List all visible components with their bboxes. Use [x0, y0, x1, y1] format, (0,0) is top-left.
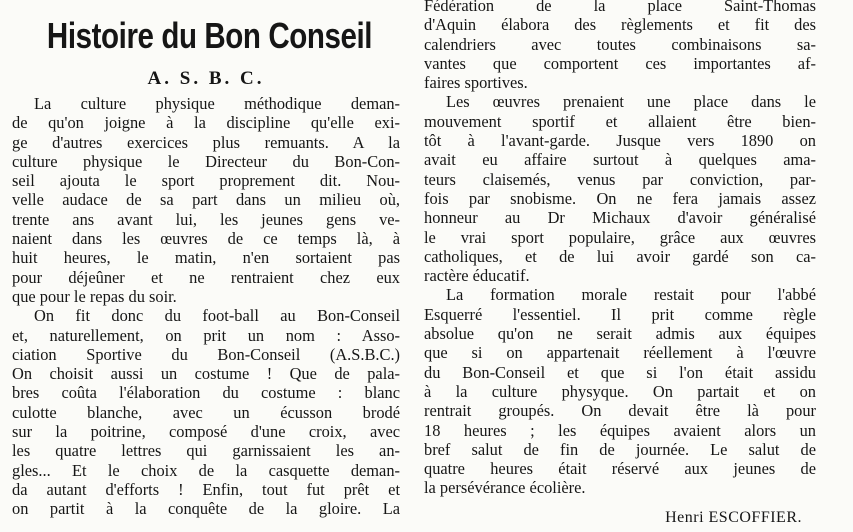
text-line: Les œuvres prenaient une place dans le	[446, 92, 816, 112]
text-line: que si on appartenait réellement à l'œuvre	[424, 343, 816, 363]
text-line: pour déjeûner et ne rentraient chez eux	[12, 267, 400, 287]
text-line: ciation Sportive du Bon-Conseil (A.S.B.C.)	[12, 344, 400, 364]
text-line: On choisit aussi un costume ! Que de pala-	[12, 364, 400, 384]
text-line: da autant d'efforts ! Enfin, tout fut prêt et	[12, 479, 400, 499]
text-line: quatre heures était réservé aux jeunes de	[424, 459, 816, 479]
text-line: calendriers avec toutes combinaisons sa-	[424, 34, 816, 54]
text-line: teurs claisemés, venus par conviction, par-	[424, 169, 816, 189]
text-line: on partit à la conquête de la gloire. La	[12, 499, 400, 519]
text-line: avait eu affaire surtout à quelques ama-	[424, 150, 816, 170]
text-line: ge d'autres exercices plus remuants. A la	[12, 132, 400, 152]
text-line: d'Aquin élabora des règlements et fit des	[424, 15, 816, 35]
text-line: culotte blanche, avec un écusson brodé	[12, 402, 400, 422]
text-line: On fit donc du foot-ball au Bon-Conseil	[34, 306, 400, 326]
text-line: tôt à l'avant-garde. Jusque vers 1890 on	[424, 131, 816, 151]
article-title: Histoire du Bon Conseil	[46, 15, 373, 56]
text-line: la persévérance écolière.	[424, 478, 586, 498]
text-line: bres coûta l'élaboration du costume : blanc	[12, 383, 400, 403]
text-line: honneur au Dr Michaux d'avoir généralisé	[424, 208, 816, 228]
text-line: faires sportives.	[424, 73, 528, 93]
text-line: catholiques, et de lui avoir gardé son ca-	[424, 246, 816, 266]
text-line: La culture physique méthodique deman-	[34, 94, 400, 113]
text-line: gles... Et le choix de la casquette deman-	[12, 460, 400, 480]
left-column-body	[12, 94, 400, 519]
text-line: mouvement sportif et allaient être bien-	[424, 111, 816, 131]
text-line: Fédération de la place Saint-Thomas	[424, 0, 816, 15]
text-line: que pour le repas du soir.	[12, 286, 177, 306]
text-line: Esquerré l'essentiel. Il prit comme règle	[424, 304, 816, 324]
text-line: trente ans avant lui, les jeunes gens ve-	[12, 209, 400, 229]
author-signature: Henri ESCOFFIER.	[665, 508, 802, 526]
text-line: velle audace de sa part dans un milieu où,	[12, 190, 400, 210]
text-line: du Bon-Conseil et que si l'on était assidu	[424, 362, 816, 382]
text-line: bref salut de fin de journée. Le salut de	[424, 439, 816, 459]
text-line: fois par snobisme. On ne fera jamais assez	[424, 188, 816, 208]
text-line: ractère éducatif.	[424, 266, 530, 286]
text-line: culture physique le Directeur du Bon-Con-	[12, 151, 400, 171]
text-line: vantes que comportent ces importantes af-	[424, 53, 816, 73]
text-line: de qu'on joigne à la discipline qu'elle exi-	[12, 113, 400, 133]
text-line: La formation morale restait pour l'abbé	[446, 285, 816, 305]
text-line: à la culture physyque. On partait et on	[424, 381, 816, 401]
right-column	[424, 0, 816, 528]
left-column	[12, 0, 400, 519]
text-line: absolue qu'on ne serait admis aux équipes	[424, 324, 816, 344]
text-line: sur la poitrine, composé d'une croix, avec	[12, 422, 400, 442]
text-line: rentrait groupés. On devait être là pour	[424, 401, 816, 421]
text-line: 18 heures ; les équipes avaient alors un	[424, 420, 816, 440]
right-column-body	[424, 0, 816, 498]
text-line: seil ajouta le sport proprement dit. Nou-	[12, 171, 400, 191]
text-line: le vrai sport populaire, grâce aux œuvres	[424, 227, 816, 247]
text-line: les quatre lettres qui garnissaient les an-	[12, 441, 400, 461]
text-line: naient dans les œuvres de ce temps là, à	[12, 229, 400, 249]
text-line: huit heures, le matin, n'en sortaient pas	[12, 248, 400, 268]
article-subtitle: A. S. B. C.	[147, 68, 265, 89]
text-line: et, naturellement, on prit un nom : Asso-	[12, 325, 400, 345]
